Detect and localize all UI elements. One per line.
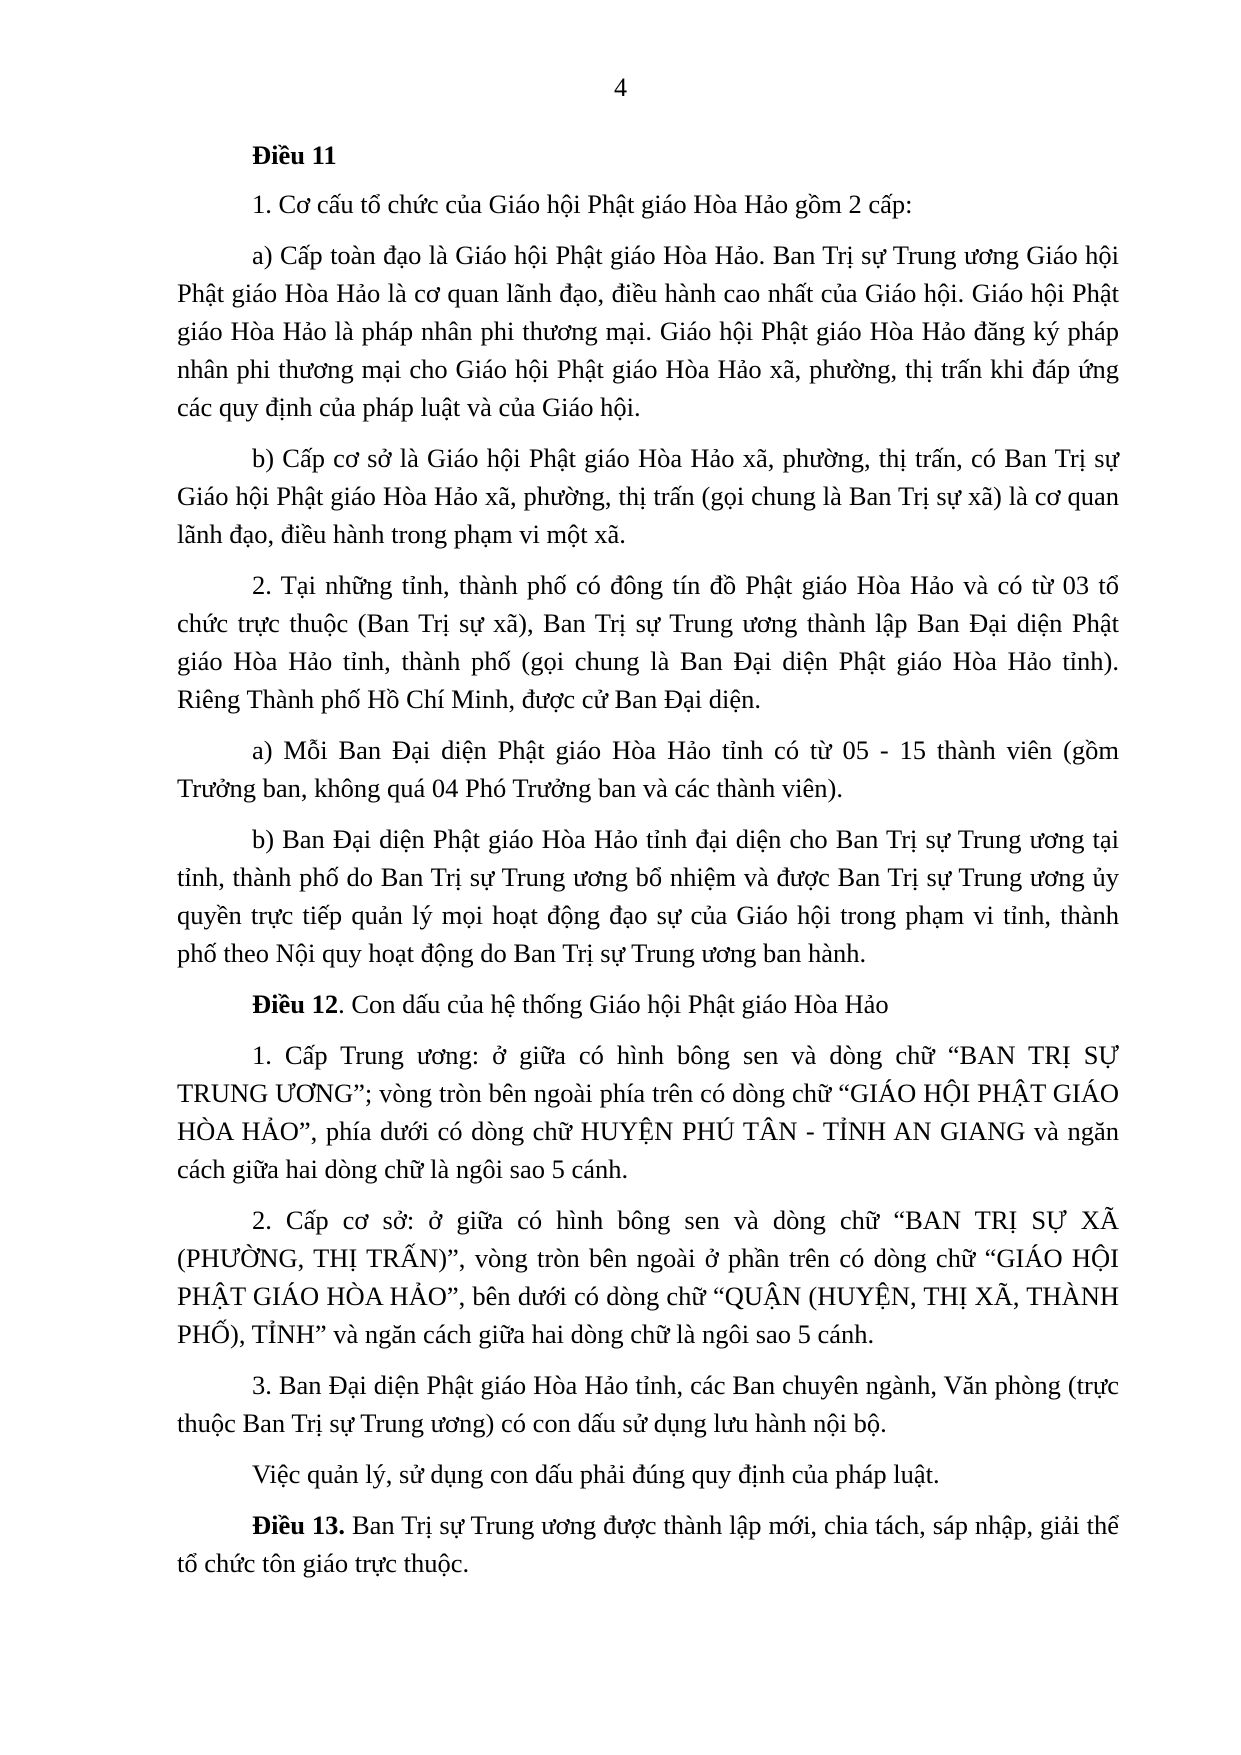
article-12-heading xyxy=(177,985,1119,1023)
article-12-clause-3: 3. Ban Đại diện Phật giáo Hòa Hảo tỉnh, các Ban chuyên ngành, Văn phòng (trực thuộc Ban Trị sự Trung ương) có con dấu sử dụng lưu hành nội bộ. xyxy=(177,1370,1119,1438)
article-12-label: Điều 12 xyxy=(252,989,339,1019)
article-13-text: Ban Trị sự Trung ương được thành lập mới, chia tách, sáp nhập, giải thể tổ chức tôn giáo trực thuộc. xyxy=(177,1510,1120,1578)
article-11-clause-2a: a) Mỗi Ban Đại diện Phật giáo Hòa Hảo tỉnh có từ 05 - 15 thành viên (gồm Trưởng ban, không quá 04 Phó Trưởng ban và các thành viên). xyxy=(177,735,1119,803)
article-12-title: . Con dấu của hệ thống Giáo hội Phật giáo Hòa Hảo xyxy=(338,989,889,1019)
article-11-heading xyxy=(177,136,1119,174)
article-12-note: Việc quản lý, sử dụng con dấu phải đúng quy định của pháp luật. xyxy=(252,1459,940,1489)
article-12-clause-1: 1. Cấp Trung ương: ở giữa có hình bông sen và dòng chữ “BAN TRỊ SỰ TRUNG ƯƠNG”; vòng tròn bên ngoài phía trên có dòng chữ “GIÁO HỘI PHẬT GIÁO HÒA HẢO”, phía dưới có dòng chữ HUYỆN PHÚ TÂN - TỈNH AN GIANG và ngăn cách giữa hai dòng chữ là ngôi sao 5 cánh. xyxy=(177,1040,1119,1184)
article-11-clause-1a: a) Cấp toàn đạo là Giáo hội Phật giáo Hòa Hảo. Ban Trị sự Trung ương Giáo hội Phật giáo Hòa Hảo là cơ quan lãnh đạo, điều hành cao nhất của Giáo hội. Giáo hội Phật giáo Hòa Hảo là pháp nhân phi thương mại. Giáo hội Phật giáo Hòa Hảo đăng ký pháp nhân phi thương mại cho Giáo hội Phật giáo Hòa Hảo xã, phường, thị trấn khi đáp ứng các quy định của pháp luật và của Giáo hội. xyxy=(177,240,1119,422)
article-13-label: Điều 13. xyxy=(252,1510,346,1540)
article-11-label: Điều 11 xyxy=(252,140,337,170)
article-13 xyxy=(177,1506,1119,1582)
article-11-clause-2: 2. Tại những tỉnh, thành phố có đông tín đồ Phật giáo Hòa Hảo và có từ 03 tổ chức trực thuộc (Ban Trị sự xã), Ban Trị sự Trung ương thành lập Ban Đại diện Phật giáo Hòa Hảo tỉnh, thành phố (gọi chung là Ban Đại diện Phật giáo Hòa Hảo tỉnh). Riêng Thành phố Hồ Chí Minh, được cử Ban Đại diện. xyxy=(177,570,1119,714)
page-number: 4 xyxy=(614,73,627,102)
article-11-clause-1b: b) Cấp cơ sở là Giáo hội Phật giáo Hòa Hảo xã, phường, thị trấn, có Ban Trị sự Giáo hội Phật giáo Hòa Hảo xã, phường, thị trấn (gọi chung là Ban Trị sự xã) là cơ quan lãnh đạo, điều hành trong phạm vi một xã. xyxy=(177,443,1119,549)
document-body xyxy=(177,136,1119,1595)
article-11-clause-2b: b) Ban Đại diện Phật giáo Hòa Hảo tỉnh đại diện cho Ban Trị sự Trung ương tại tỉnh, thành phố do Ban Trị sự Trung ương bổ nhiệm và được Ban Trị sự Trung ương ủy quyền trực tiếp quản lý mọi hoạt động đạo sự của Giáo hội trong phạm vi tỉnh, thành phố theo Nội quy hoạt động do Ban Trị sự Trung ương ban hành. xyxy=(177,824,1119,968)
article-11-clause-1: 1. Cơ cấu tổ chức của Giáo hội Phật giáo Hòa Hảo gồm 2 cấp: xyxy=(252,189,913,219)
article-12-clause-2: 2. Cấp cơ sở: ở giữa có hình bông sen và dòng chữ “BAN TRỊ SỰ XÃ (PHƯỜNG, THỊ TRẤN)”, vòng tròn bên ngoài ở phần trên có dòng chữ “GIÁO HỘI PHẬT GIÁO HÒA HẢO”, bên dưới có dòng chữ “QUẬN (HUYỆN, THỊ XÃ, THÀNH PHỐ), TỈNH” và ngăn cách giữa hai dòng chữ là ngôi sao 5 cánh. xyxy=(177,1205,1119,1349)
